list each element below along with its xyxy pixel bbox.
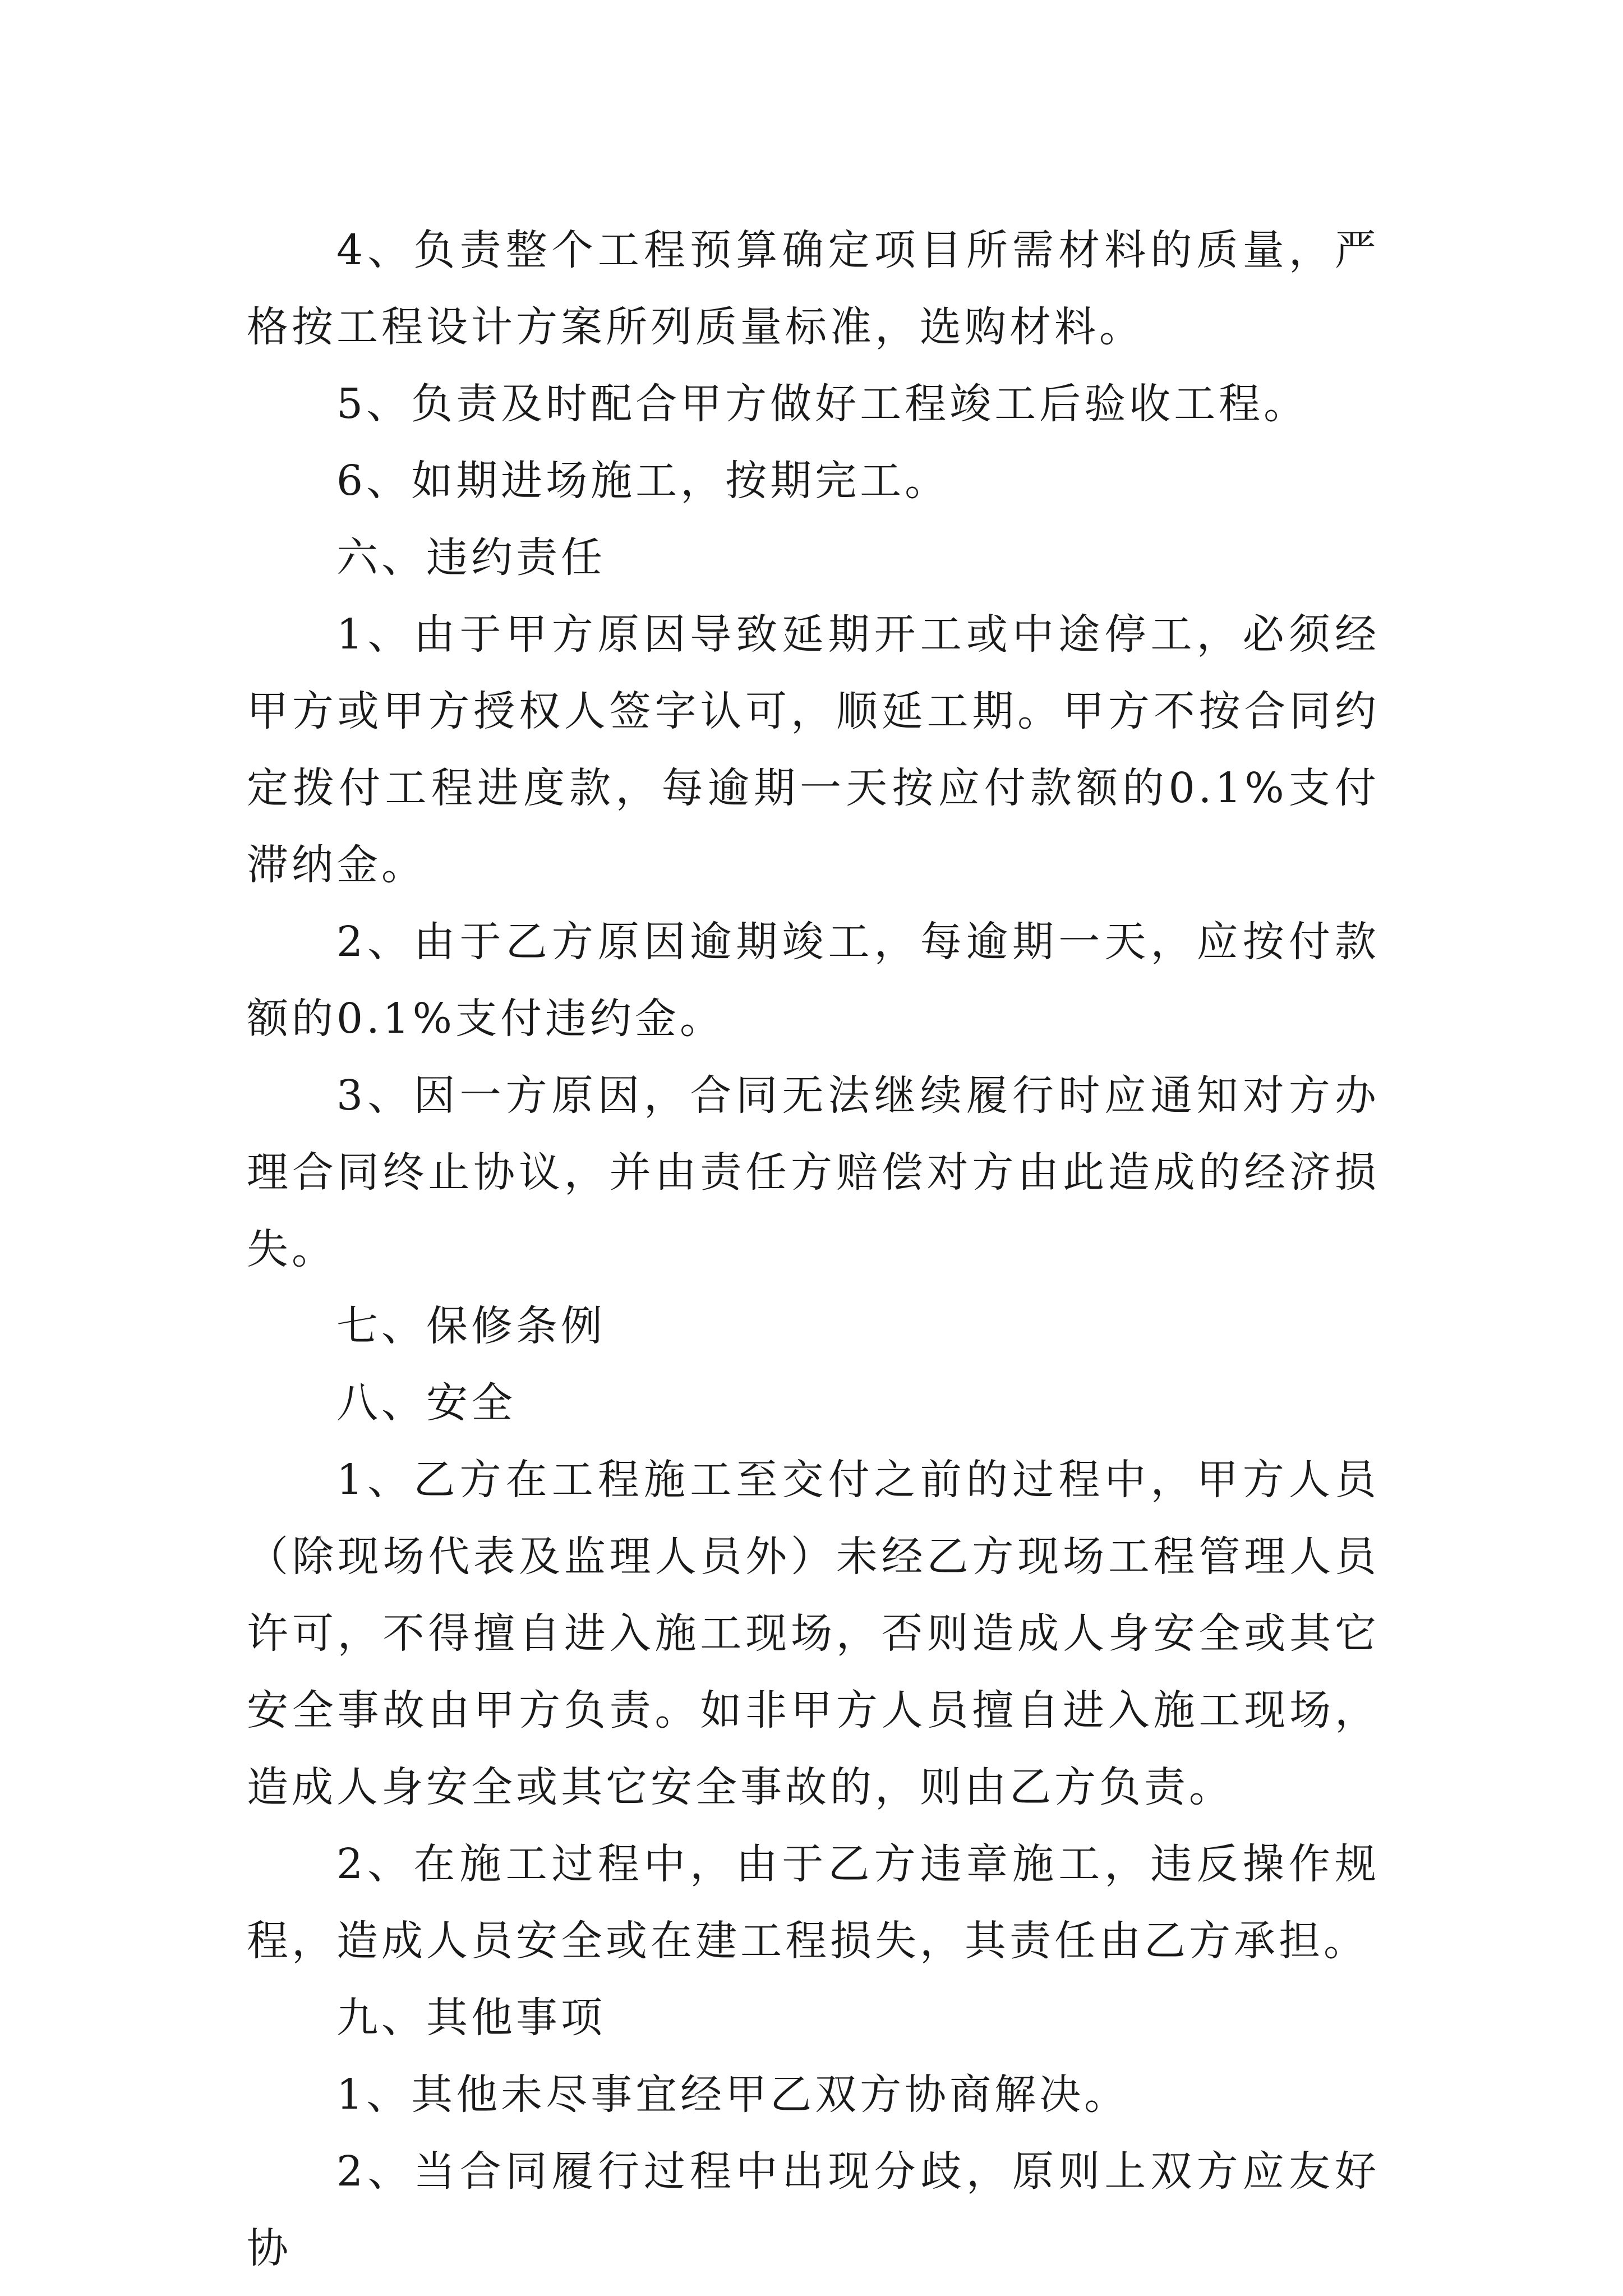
- clause-6-3: 3、因一方原因，合同无法继续履行时应通知对方办理合同终止协议，并由责任方赔偿对方由此造成的经济损失。: [247, 1071, 1380, 1273]
- section-8-heading: 八、安全: [336, 1379, 516, 1427]
- clause-6-1: 1、由于甲方原因导致延期开工或中途停工，必须经甲方或甲方授权人签字认可，顺延工期。甲方不按合同约定拨付工程进度款，每逾期一天按应付款额的0.1%支付滞纳金。: [247, 610, 1380, 889]
- clause-5-5: 5、负责及时配合甲方做好工程竣工后验收工程。: [336, 380, 1309, 428]
- section-7-heading: 七、保修条例: [336, 1302, 606, 1350]
- clause-5-6: 6、如期进场施工，按期完工。: [336, 457, 950, 505]
- clause-8-2: 2、在施工过程中，由于乙方违章施工，违反操作规程，造成人员安全或在建工程损失，其责任由乙方承担。: [247, 1840, 1380, 1965]
- document-body: [247, 212, 1380, 2287]
- clause-9-1: 1、其他未尽事宜经甲乙双方协商解决。: [336, 2070, 1129, 2119]
- section-6-heading: 六、违约责任: [336, 533, 606, 582]
- clause-8-1: 1、乙方在工程施工至交付之前的过程中，甲方人员（除现场代表及监理人员外）未经乙方现场工程管理人员许可，不得擅自进入施工现场，否则造成人身安全或其它安全事故由甲方负责。如非甲方人员擅自进入施工现场，造成人身安全或其它安全事故的，则由乙方负责。: [247, 1456, 1380, 1811]
- clause-5-4: 4、负责整个工程预算确定项目所需材料的质量，严格按工程设计方案所列质量标准，选购材料。: [247, 226, 1380, 351]
- clause-6-2: 2、由于乙方原因逾期竣工，每逾期一天，应按付款额的0.1%支付违约金。: [247, 918, 1380, 1043]
- section-9-heading: 九、其他事项: [336, 1994, 606, 2042]
- clause-9-2: 2、当合同履行过程中出现分歧，原则上双方应友好协: [247, 2147, 1380, 2272]
